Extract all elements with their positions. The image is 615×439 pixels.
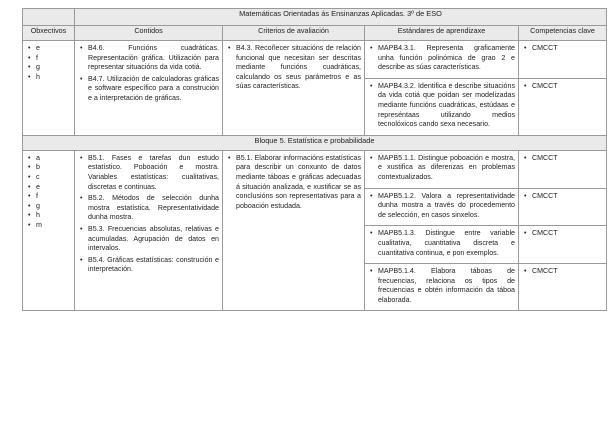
criteria-cell — [223, 150, 365, 311]
standard-item: • MAPB5.1.1. Distingue poboación e mostra, e xustifica as diferenzas en problemas contextualizados. — [369, 154, 515, 183]
standard-cell — [365, 41, 519, 79]
competence-item: • CMCCT — [523, 154, 603, 164]
objectives-cell — [23, 150, 75, 311]
header-criteria: Criterios de avaliación — [223, 26, 365, 41]
table-row — [23, 150, 607, 188]
standard-item: • MAPB5.1.3. Distingue entre variable cualitativa, cuantitativa discreta e cuantitativa continua, e pon exemplos. — [369, 229, 515, 258]
competence-cell — [519, 264, 607, 311]
competence-cell — [519, 78, 607, 135]
standard-cell — [365, 150, 519, 188]
header-objectives: Obxectivos — [23, 26, 75, 41]
standard-item: • MAPB4.3.2. Identifica e describe situacións da vida cotiá que poidan ser modelizadas mediante funcións cuadráticas, estúdaas e represéntaas utilizando medios tecnolóxicos cando sexa necesario. — [369, 82, 515, 130]
block-title-row — [23, 135, 607, 150]
content-item: • B4.6. Funcións cuadráticas. Representación gráfica. Utilización para representar situacións da vida cotiá. — [79, 44, 219, 73]
competence-cell — [519, 188, 607, 226]
competence-item: • CMCCT — [523, 192, 603, 202]
content-item: • B4.7. Utilización de calculadoras gráficas e software específico para a construción e a interpretación de gráficas. — [79, 75, 219, 104]
content-item: • B5.4. Gráficas estatísticas: construción e interpretación. — [79, 256, 219, 275]
competence-cell — [519, 226, 607, 264]
table-title: Matemáticas Orientadas ás Ensinanzas Aplicadas. 3º de ESO — [75, 9, 607, 26]
competence-item: • CMCCT — [523, 267, 603, 277]
objective-item: • c — [27, 173, 71, 183]
content-item: • B5.2. Métodos de selección dunha mostra estatística. Representatividade dunha mostra. — [79, 194, 219, 223]
standard-cell — [365, 226, 519, 264]
blank-corner-cell — [23, 9, 75, 26]
contents-cell — [75, 150, 223, 311]
objective-item: • h — [27, 211, 71, 221]
standard-cell — [365, 78, 519, 135]
content-item: • B5.1. Fases e tarefas dun estudo estatístico. Poboación e mostra. Variables estatísticas: cualitativas, discretas e continuas. — [79, 154, 219, 192]
table-title-row — [23, 9, 607, 26]
objective-item: • a — [27, 154, 71, 164]
objective-item: • m — [27, 221, 71, 231]
competence-cell — [519, 150, 607, 188]
objective-item: • h — [27, 73, 71, 83]
competence-item: • CMCCT — [523, 44, 603, 54]
header-row — [23, 26, 607, 41]
standard-item: • MAPB4.3.1. Representa graficamente unha función polinómica de grao 2 e describe as súas características. — [369, 44, 515, 73]
standard-cell — [365, 264, 519, 311]
objective-item: • f — [27, 192, 71, 202]
standard-item: • MAPB5.1.4. Elabora táboas de frecuencias, relaciona os tipos de frecuencias e obtén información da táboa elaborada. — [369, 267, 515, 305]
criterion-item: • B4.3. Recoñecer situacións de relación funcional que necesitan ser descritas mediante funcións cuadráticas, calculando os seus parámetros e as súas características. — [227, 44, 361, 92]
objective-item: • e — [27, 44, 71, 54]
objective-item: • b — [27, 163, 71, 173]
objective-item: • f — [27, 54, 71, 64]
contents-cell — [75, 41, 223, 136]
competence-item: • CMCCT — [523, 229, 603, 239]
block-title: Bloque 5. Estatística e probabilidade — [23, 135, 607, 150]
header-competences: Competencias clave — [519, 26, 607, 41]
table-row — [23, 41, 607, 79]
objectives-cell — [23, 41, 75, 136]
competence-item: • CMCCT — [523, 82, 603, 92]
header-standards: Estándares de aprendizaxe — [365, 26, 519, 41]
standard-item: • MAPB5.1.2. Valora a representatividade dunha mostra a través do procedemento de selección, en casos sinxelos. — [369, 192, 515, 221]
criterion-item: • B5.1. Elaborar informacións estatísticas para describir un conxunto de datos mediante táboas e gráficas adecuadas á situación analizada, e xustificar se as conclusións son representativas para a poboación estudada. — [227, 154, 361, 212]
objective-item: • g — [27, 63, 71, 73]
content-item: • B5.3. Frecuencias absolutas, relativas e acumuladas. Agrupación de datos en intervalos. — [79, 225, 219, 254]
header-contents: Contidos — [75, 26, 223, 41]
criteria-cell — [223, 41, 365, 136]
curriculum-table — [22, 8, 607, 311]
objective-item: • g — [27, 202, 71, 212]
standard-cell — [365, 188, 519, 226]
competence-cell — [519, 41, 607, 79]
objective-item: • e — [27, 183, 71, 193]
